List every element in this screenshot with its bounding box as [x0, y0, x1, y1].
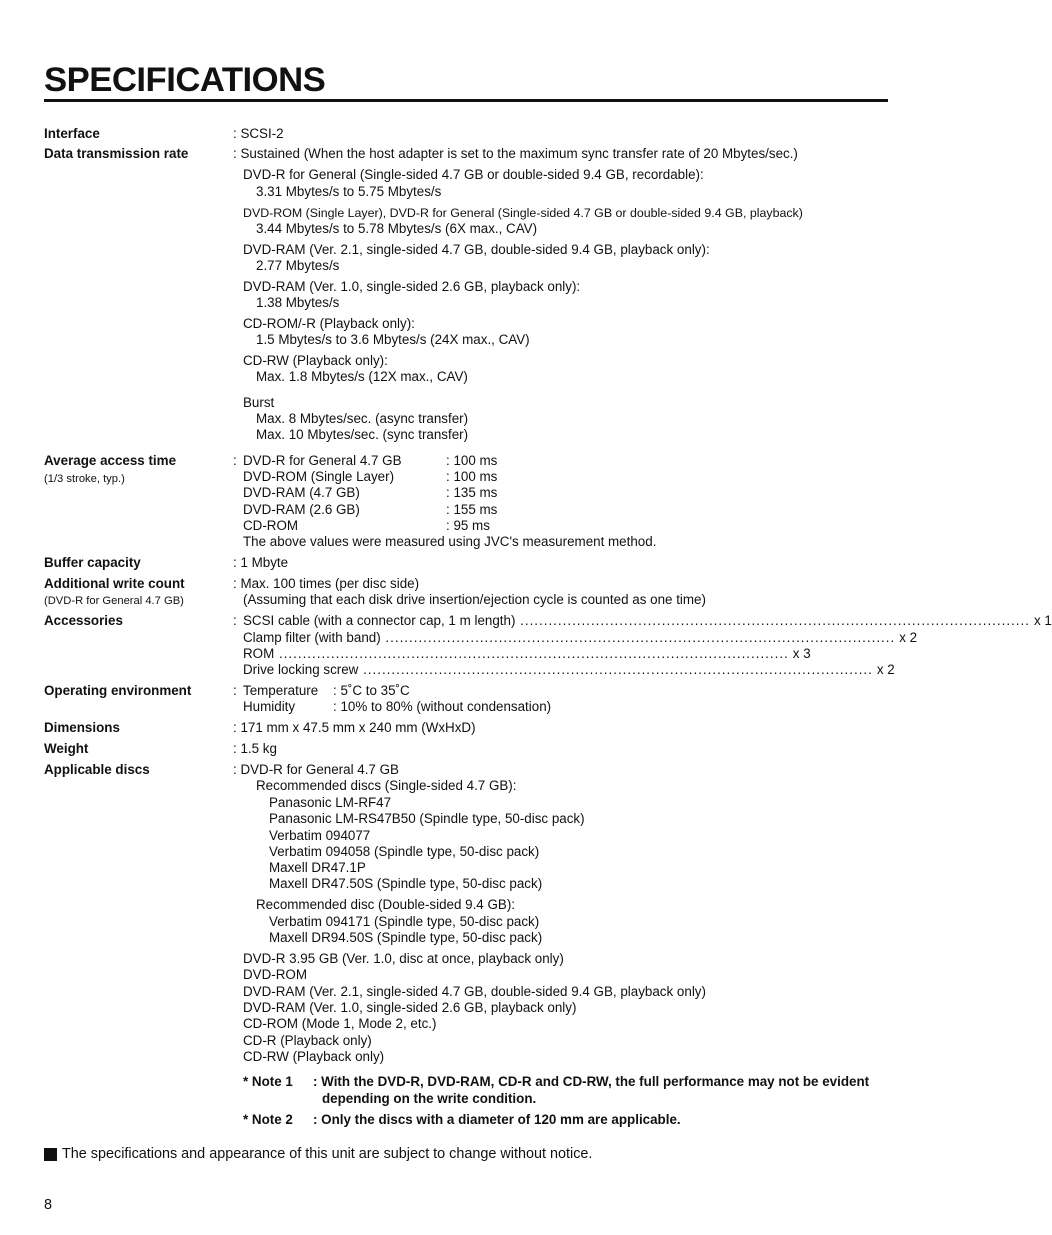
rec-single-head: Recommended discs (Single-sided 4.7 GB): — [256, 778, 517, 793]
data-rate-item-head: DVD-RAM (Ver. 1.0, single-sided 2.6 GB, playback only): — [243, 279, 581, 294]
accessory-row — [243, 662, 895, 678]
square-bullet-icon — [44, 1148, 57, 1161]
data-rate-item-head: DVD-R for General (Single-sided 4.7 GB or double-sided 9.4 GB, recordable): — [243, 167, 704, 182]
weight-value: : 1.5 kg — [233, 741, 277, 756]
rec-disc: Maxell DR47.50S (Spindle type, 50-disc pack) — [269, 876, 543, 891]
discs-first: : DVD-R for General 4.7 GB — [233, 762, 399, 777]
other-disc: DVD-RAM (Ver. 2.1, single-sided 4.7 GB, double-sided 9.4 GB, playback only) — [243, 984, 706, 999]
interface-value: : SCSI-2 — [233, 126, 284, 141]
leader-dots: ............................................................................................................ — [358, 662, 873, 677]
access-time: : 135 ms — [446, 485, 498, 500]
other-disc: CD-RW (Playback only) — [243, 1049, 385, 1064]
data-rate-item-value: 1.38 Mbytes/s — [256, 295, 340, 310]
data-rate-item-head: DVD-RAM (Ver. 2.1, single-sided 4.7 GB, double-sided 9.4 GB, playback only): — [243, 242, 710, 257]
data-rate-item-value: 3.31 Mbytes/s to 5.75 Mbytes/s — [256, 184, 442, 199]
accessory-name: SCSI cable (with a connector cap, 1 m length) — [243, 613, 516, 628]
accessory-row — [243, 630, 918, 646]
rec-disc: Verbatim 094058 (Spindle type, 50-disc pack) — [269, 844, 540, 859]
accessory-row — [243, 613, 1052, 629]
leader-dots: ............................................................................................................ — [274, 646, 789, 661]
data-rate-intro: : Sustained (When the host adapter is set to the maximum sync transfer rate of 20 Mbytes/sec.) — [233, 146, 798, 161]
other-disc: DVD-RAM (Ver. 1.0, single-sided 2.6 GB, playback only) — [243, 1000, 577, 1015]
dimensions-value: : 171 mm x 47.5 mm x 240 mm (WxHxD) — [233, 720, 476, 735]
accessories-label: Accessories — [44, 613, 123, 628]
burst-line: Max. 10 Mbytes/sec. (sync transfer) — [256, 427, 469, 442]
write-count-sublabel: (DVD-R for General 4.7 GB) — [44, 595, 184, 607]
rec-disc: Panasonic LM-RF47 — [269, 795, 392, 810]
burst-line: Max. 8 Mbytes/sec. (async transfer) — [256, 411, 469, 426]
access-media: DVD-ROM (Single Layer) — [243, 469, 395, 484]
data-rate-item-value: 3.44 Mbytes/s to 5.78 Mbytes/s (6X max., CAV) — [256, 221, 538, 236]
accessories-colon: : — [233, 613, 237, 628]
temperature-label: Temperature — [243, 683, 319, 698]
accessory-name: Clamp filter (with band) — [243, 630, 381, 645]
data-rate-item-value: 2.77 Mbytes/s — [256, 258, 340, 273]
access-media: CD-ROM — [243, 518, 299, 533]
access-colon: : — [233, 453, 237, 468]
other-disc: CD-R (Playback only) — [243, 1033, 372, 1048]
title-rule — [44, 99, 888, 102]
note-label: * Note 1 — [243, 1074, 293, 1089]
data-rate-item-head: DVD-ROM (Single Layer), DVD-R for General (Single-sided 4.7 GB or double-sided 9.4 GB, playback) — [243, 206, 803, 220]
write-count-value: : Max. 100 times (per disc side) — [233, 576, 420, 591]
other-disc: DVD-ROM — [243, 967, 307, 982]
data-rate-item-head: CD-ROM/-R (Playback only): — [243, 316, 415, 331]
access-media: DVD-R for General 4.7 GB — [243, 453, 402, 468]
buffer-value: : 1 Mbyte — [233, 555, 289, 570]
leader-dots: ............................................................................................................ — [515, 613, 1030, 628]
note-text: : Only the discs with a diameter of 120 mm are applicable. — [313, 1112, 681, 1127]
environment-colon: : — [233, 683, 237, 698]
burst-head: Burst — [243, 395, 275, 410]
access-label: Average access time — [44, 453, 177, 468]
accessory-qty: x 2 — [899, 630, 918, 645]
data-rate-item-value: 1.5 Mbytes/s to 3.6 Mbytes/s (24X max., CAV) — [256, 332, 530, 347]
accessory-row — [243, 646, 811, 662]
access-time: : 100 ms — [446, 453, 498, 468]
rec-double-head: Recommended disc (Double-sided 9.4 GB): — [256, 897, 516, 912]
page-number: 8 — [44, 1197, 53, 1213]
other-disc: CD-ROM (Mode 1, Mode 2, etc.) — [243, 1016, 437, 1031]
access-sublabel: (1/3 stroke, typ.) — [44, 473, 125, 485]
rec-disc: Maxell DR94.50S (Spindle type, 50-disc pack) — [269, 930, 543, 945]
access-media: DVD-RAM (4.7 GB) — [243, 485, 360, 500]
write-count-note: (Assuming that each disk drive insertion/ejection cycle is counted as one time) — [243, 592, 706, 607]
environment-label: Operating environment — [44, 683, 192, 698]
write-count-label: Additional write count — [44, 576, 185, 591]
access-time: : 100 ms — [446, 469, 498, 484]
access-note: The above values were measured using JVC's measurement method. — [243, 534, 657, 549]
data-rate-item-head: CD-RW (Playback only): — [243, 353, 388, 368]
buffer-label: Buffer capacity — [44, 555, 141, 570]
rec-disc: Verbatim 094077 — [269, 828, 371, 843]
page-title: SPECIFICATIONS — [44, 61, 326, 99]
humidity-label: Humidity — [243, 699, 296, 714]
access-time: : 95 ms — [446, 518, 490, 533]
weight-label: Weight — [44, 741, 89, 756]
accessory-qty: x 3 — [792, 646, 811, 661]
temperature-value: : 5˚C to 35˚C — [333, 683, 410, 698]
dimensions-label: Dimensions — [44, 720, 120, 735]
note-label: * Note 2 — [243, 1112, 293, 1127]
footer-notice: The specifications and appearance of this unit are subject to change without notice. — [62, 1146, 593, 1162]
access-media: DVD-RAM (2.6 GB) — [243, 502, 360, 517]
rec-disc: Maxell DR47.1P — [269, 860, 366, 875]
accessory-qty: x 1 — [1033, 613, 1052, 628]
data-rate-item-value: Max. 1.8 Mbytes/s (12X max., CAV) — [256, 369, 468, 384]
discs-label: Applicable discs — [44, 762, 150, 777]
access-time: : 155 ms — [446, 502, 498, 517]
accessory-name: Drive locking screw — [243, 662, 359, 677]
accessory-qty: x 2 — [876, 662, 895, 677]
data-rate-label: Data transmission rate — [44, 146, 189, 161]
note-text: : With the DVD-R, DVD-RAM, CD-R and CD-RW, the full performance may not be evident depending on the write condition. — [313, 1074, 870, 1106]
other-disc: DVD-R 3.95 GB (Ver. 1.0, disc at once, playback only) — [243, 951, 564, 966]
interface-label: Interface — [44, 126, 100, 141]
rec-disc: Verbatim 094171 (Spindle type, 50-disc pack) — [269, 914, 540, 929]
leader-dots: ............................................................................................................ — [380, 630, 896, 645]
rec-disc: Panasonic LM-RS47B50 (Spindle type, 50-disc pack) — [269, 811, 585, 826]
humidity-value: : 10% to 80% (without condensation) — [333, 699, 552, 714]
accessory-name: ROM — [243, 646, 275, 661]
